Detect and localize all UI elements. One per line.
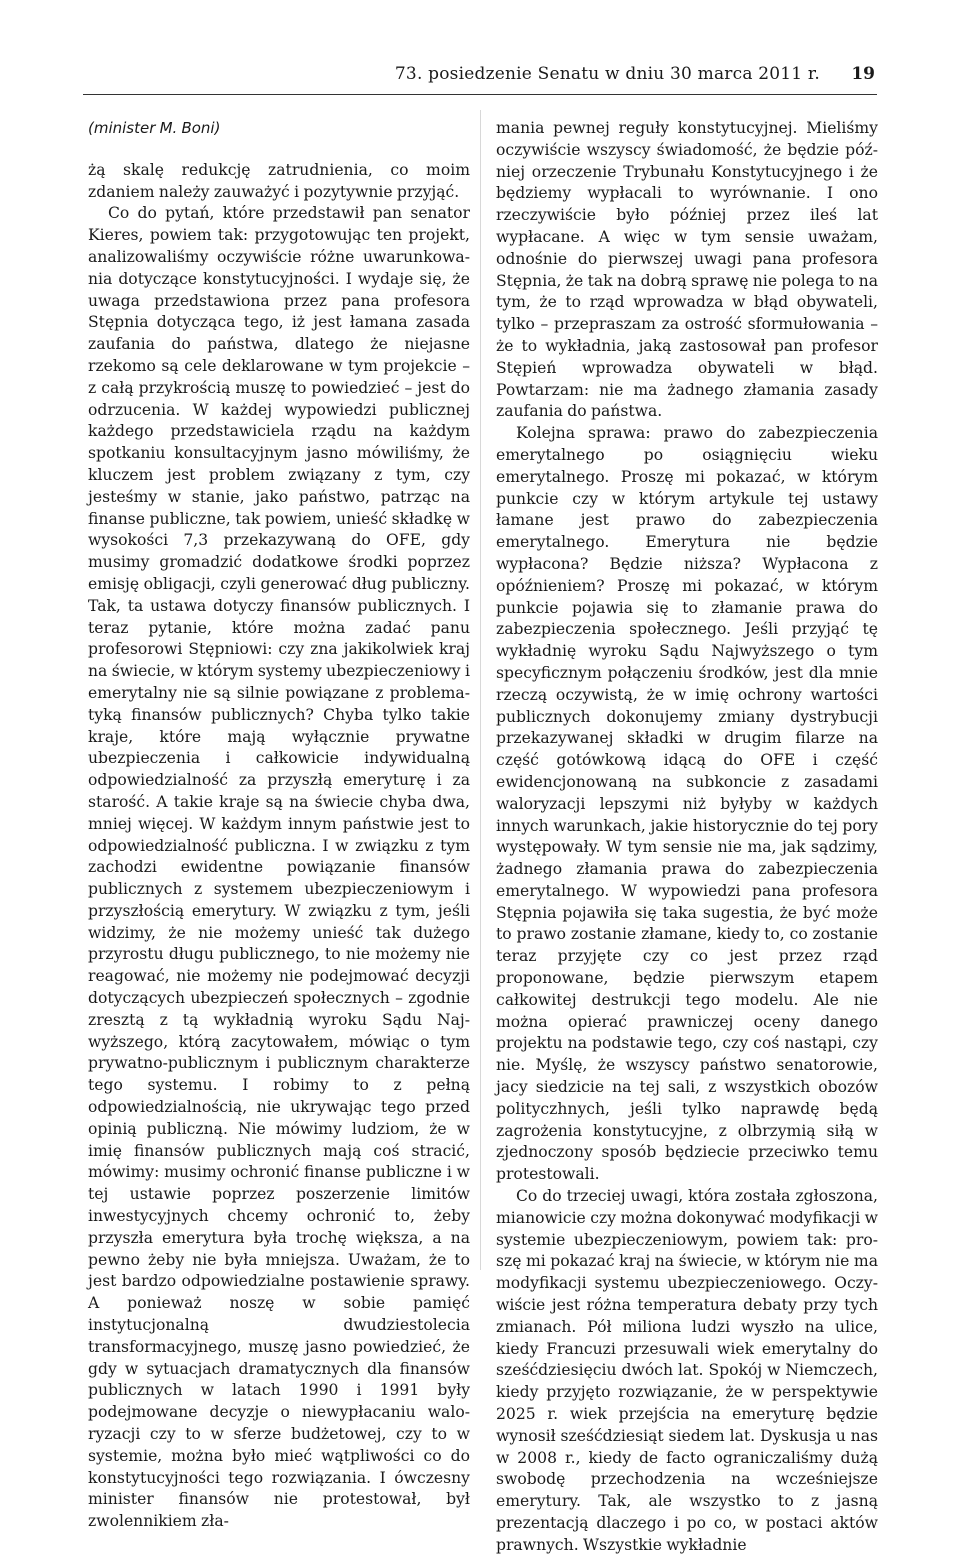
header-rule [83,94,877,95]
paragraph: Co do pytań, które przedstawił pan senator Kieres, powiem tak: przygotowując ten projekt, analizowaliśmy oczywiście różne uwarunkowania dotyczące konstytucyjności. I wydaje się, że uwaga przedstawiona przez pana profesora Stępnia dotycząca tego, iż jest łamana zasada zaufania do państwa, dlatego że niejasne rzekomo są cele deklarowane w tym projekcie – z całą przykrością muszę to powiedzieć – jest do odrzucenia. W każdej wypowiedzi publicznej każdego przedstawiciela rządu na każdym spotkaniu konsultacyjnym jasno mówiliśmy, że kluczem jest problem związany z tym, czy jesteśmy w stanie, jako państwo, patrząc na finanse publiczne, tak powiem, unieść składkę w wysokości 7,3 przekazywaną do OFE, gdy musimy gromadzić dodatkowe środki poprzez emisję obligacji, czyli generować dług publiczny. Tak, ta ustawa dotyczy finansów publicznych. I teraz pytanie, które można zadać panu profesorowi Stępniowi: czy zna jakikolwiek kraj na świecie, w którym systemy ubezpieczeniowy i emerytalny nie są silnie powiązane z problematyką finansów publicznych? Chyba tylko takie kraje, które mają wyłącznie prywatne ubezpieczenia i całkowicie indywidualną odpowiedzialność za przyszłą emeryturę i za starość. A takie kraje są na świecie chyba dwa, mniej więcej. W każdym innym państwie jest to odpowiedzialność publiczna. I w związku z tym zachodzi ewidentne powiązanie finansów publicznych z systemem ubezpieczeniowym i przyszłością emerytury. W związku z tym, jeśli widzimy, że nie możemy unieść tak dużego przyrostu długu publicznego, to nie możemy nie reagować, nie możemy nie podejmować decyzji dotyczących ubezpieczeń społecznych – zgodnie zresztą z tą wykładnią wyroku Sądu Najwyższego, którą zacytowałem, mówiąc o tym prywatno-publicznym i publicznym charakterze tego systemu. I robimy to z pełną odpowiedzialnością, nie ukrywając tego przed opinią publiczną. Nie mówimy ludziom, że w imię finansów publicznych mają coś stracić, mówimy: musimy ochronić finanse publiczne i w tej ustawie poprzez poszerzenie limitów inwestycyjnych chcemy ochronić to, żeby przyszła emerytura była trochę większa, a na pewno żeby nie była mniejsza. Uważam, że to jest bardzo odpowiedzialne postawienie sprawy. A ponieważ noszę w sobie pamięć instytucjonalną dwudziestolecia transformacyjnego, muszę jasno powiedzieć, że gdy w sytuacjach dramatycznych dla finansów publicznych w latach 1990 i 1991 były podejmowane decyzje o niewypłacaniu waloryzacji czy to w sferze budżetowej, czy to w systemie, można było mieć wątpliwości co do konstytucyjności tego rozwiązania. I ówczesny minister finansów nie protestował, był zwolennikiem zła- [88,204,470,1531]
page-number: 19 [851,64,875,84]
paragraph: żą skalę redukcję zatrudnienia, co moim zdaniem należy zauważyć i pozytywnie przyjąć. [88,160,470,201]
column-divider [480,110,481,1270]
paragraph: Kolejna sprawa: prawo do zabezpieczenia emerytalnego po osiągnięciu wieku emerytalnego. Proszę mi pokazać, w którym punkcie czy w którym artykule tej ustawy łamane jest prawo do zabezpieczenia emerytalnego. Emerytura nie będzie wypłacona? Będzie niższa? Wypłacona z opóźnieniem? Proszę mi pokazać, w którym punkcie pojawia się to złamanie prawa do zabezpieczenia społecznego. Jeśli przyjąć tę wykładnię wyroku Sądu Najwyższego o tym specyficznym połączeniu środków, jest dla mnie rzeczą oczywistą, że w imię ochrony wartości publicznych dokonujemy zmiany dystrybucji przekazywanej składki w drugim filarze na część gotówkową idącą do OFE i część ewidencjonowaną na subkoncie z zasadami waloryzacji lepszymi niż byłyby w każdych innych warunkach, jakie historycznie do tej pory występowały. W tym sensie nie ma, jak sądzimy, żadnego złamania prawa do zabezpieczenia emerytalnego. W wypowiedzi pana profesora Stępnia pojawiła się taka sugestia, że być może to prawo zostanie złamane, kiedy to, co zostanie teraz przyjęte czy co jest przez rząd proponowane, będzie pierwszym etapem całkowitej destrukcji tego modelu. Ale nie można opierać prawniczej oceny danego projektu na podstawie tego, czy coś nastąpi, czy nie. Myślę, że wszyscy państwo senatorowie, jacy siedzicie na tej sali, z wszystkich obozów polityczhnych, jeśli tylko naprawdę będą zagrożenia konstytucyjne, z olbrzymią siłą w zjednoczony sposób będziecie przeciwko temu protestowali. [496,424,878,1184]
speaker-label: (minister M. Boni) [88,119,221,137]
right-column [496,118,878,1557]
left-column [88,118,470,1533]
header-title: 73. posiedzenie Senatu w dniu 30 marca 2011 r. [394,64,820,84]
paragraph: Co do trzeciej uwagi, która została zgłoszona, mianowicie czy można dokonywać modyfikacji w systemie ubezpieczeniowym, powiem tak: proszę mi pokazać kraj na świecie, w którym nie ma modyfikacji systemu ubezpieczeniowego. Oczywiście jest różna temperatura debaty przy tych zmianach. Pół miliona ludzi wyszło na ulice, kiedy Francuzi przesuwali wiek emerytalny do sześćdziesięciu dwóch lat. Spokój w Niemczech, kiedy przyjęto rozwiązanie, że w perspektywie 2025 r. wiek przejścia na emeryturę będzie wynosił sześćdziesiąt siedem lat. Dyskusja u nas w 2008 r., kiedy de facto ograniczaliśmy dużą swobodę przechodzenia na wcześniejsze emerytury. Tak, ale wszystko to z jasną prezentacją dlaczego i po co, w postaci aktów prawnych. Wszystkie wykładnie [496,1187,878,1554]
page-header [0,0,960,98]
paragraph: mania pewnej reguły konstytucyjnej. Mieliśmy oczywiście wszyscy świadomość, że będzie później orzeczenie Trybunału Konstytucyjnego i że będziemy wypłacali to wyrównanie. I ono rzeczywiście było później przez ileś lat wypłacane. A więc w tym sensie uważam, odnośnie do pierwszej uwagi pana profesora Stępnia, że tak na dobrą sprawę nie polega to na tym, że to rząd wprowadza w błąd obywateli, tylko – przepraszam za ostrość sformułowania – że to wykładnia, jaką zastosował pan profesor Stępień wprowadza obywateli w błąd. Powtarzam: nie ma żadnego złamania zasady zaufania do państwa. [496,119,878,421]
